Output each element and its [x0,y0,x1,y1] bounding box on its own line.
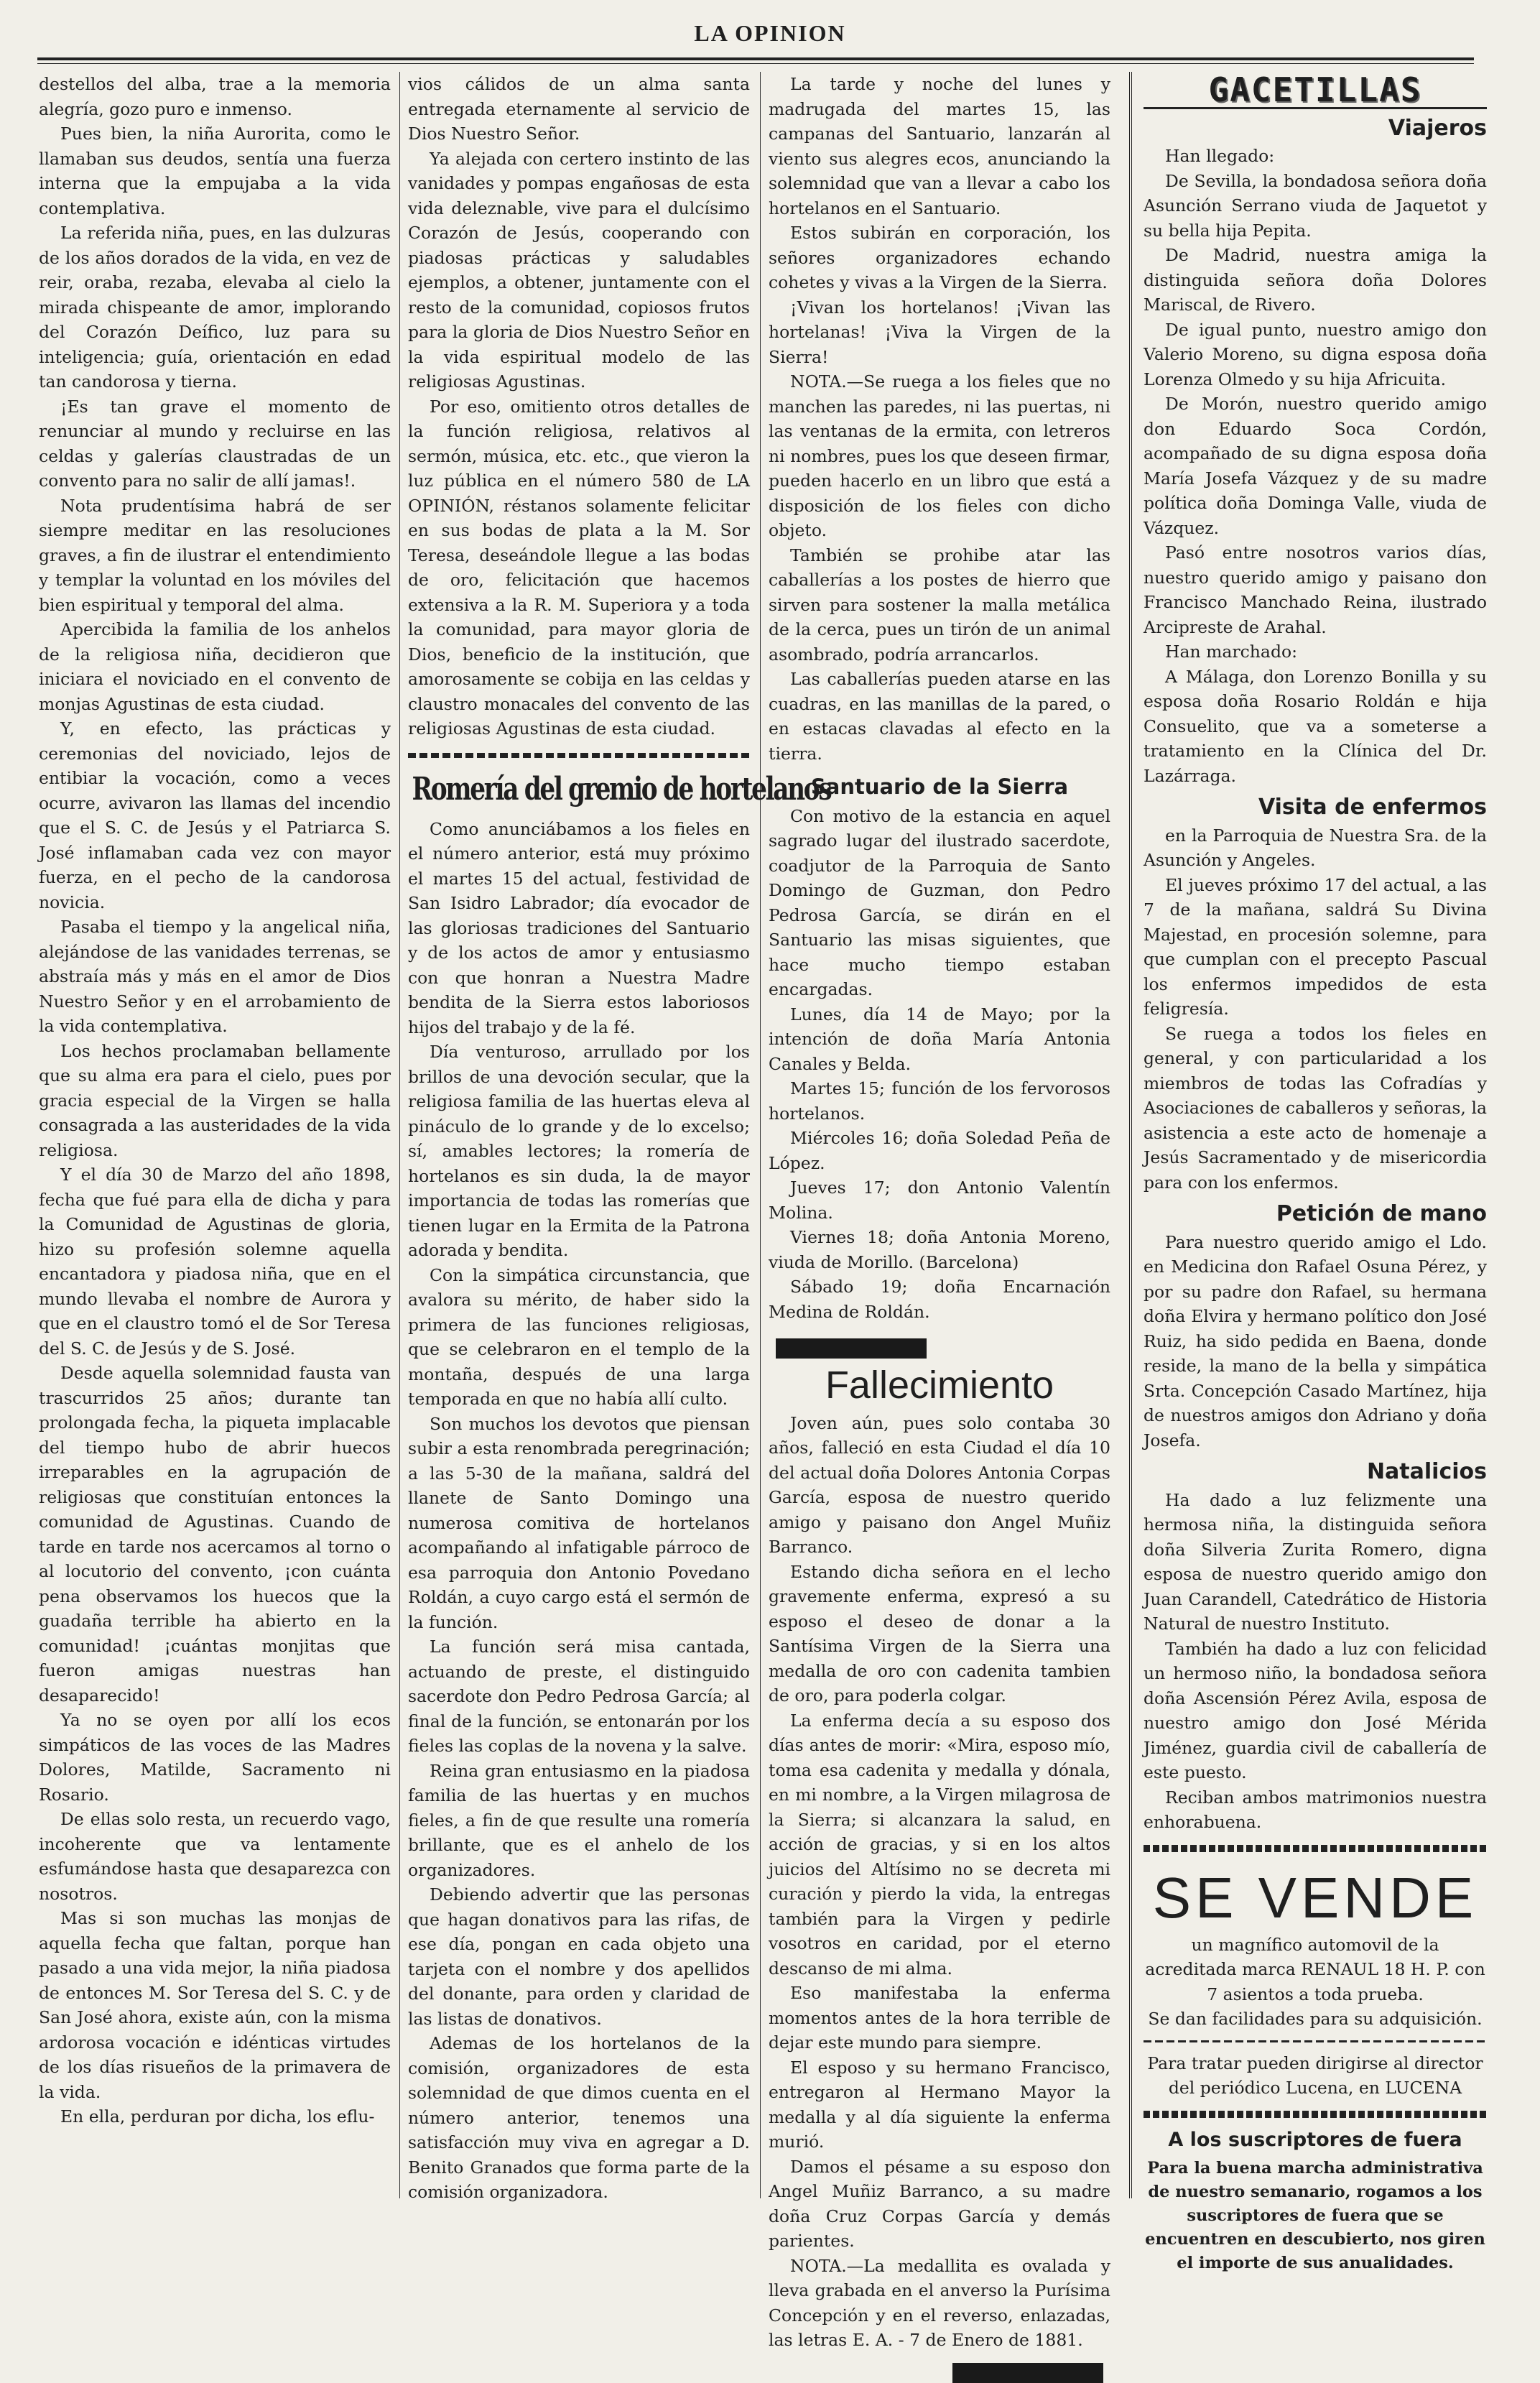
paragraph: NOTA.—La medallita es ovalada y lleva grabada en el anverso la Purísima Concepción y en el reverso, enlazadas, las letras E. A. - 7 de Enero de 1881. [769,2255,1110,2350]
paragraph: Y el día 30 de Marzo del año 1898, fecha que fué para ella de dicha y para la Comunidad de Agustinas de gloria, hizo su profesión solemne aquella encantadora y piadosa niña, que en el mundo llevaba el nombre de Aurora y que en el claustro tomó el de Sor Teresa del S. C. de Jesús y de S. José. [39,1165,391,1359]
column-4 [1144,70,1487,2272]
masthead-title: LA OPINION [694,20,846,46]
paragraph: Reciban ambos matrimonios nuestra enhorabuena. [1144,1787,1487,1832]
suscriptores-heading: A los suscriptores de fuera [1168,2128,1462,2151]
paragraph: Han marchado: [1165,642,1298,662]
paragraph: Se dan facilidades para su adquisición. [1148,2009,1483,2029]
paragraph: De igual punto, nuestro amigo don Valerio Moreno, su digna esposa doña Lorenza Olmedo y su hija Africuita. [1144,319,1487,389]
paragraph: Con la simpática circunstancia, que avalora su mérito, de haber sido la primera de las funciones religiosas, que se celebraron en el templo de la montaña, después de una larga temporada en que no había allí culto. [408,1264,750,1409]
paragraph: La referida niña, pues, en las dulzuras de los años dorados de la vida, en vez de reir, oraba, rezaba, elevaba al cielo la mirada chispeante de amor, implorando del Corazón Deífico, luz para su inteligencia; guía, orientación en edad tan candorosa y tierna. [39,223,391,392]
paragraph: Apercibida la familia de los anhelos de la religiosa niña, decidieron que iniciara el noviciado en el convento de monjas Agustinas de esta ciudad. [39,619,391,714]
section-divider [408,753,750,758]
paragraph: A Málaga, don Lorenzo Bonilla y su esposa doña Rosario Roldán e hija Consuelito, que va a someterse a tratamiento en la Clínica del Dr. Lazárraga. [1144,666,1487,786]
column-divider-2 [760,72,761,2198]
viajeros-heading: Viajeros [1388,115,1487,141]
header-rule-thin [37,63,1474,64]
suscriptores-text: Para la buena marcha administrativa de nuestro semanario, rogamos a los suscriptores de fuera que se encuentren en descubierto, nos giren el importe de sus anualidades. [1145,2159,1485,2272]
paragraph: En ella, perduran por dicha, los eflu- [60,2106,375,2127]
paragraph: Estando dicha señora en el lecho gravemente enferma, expresó a su esposo el deseo de donar a la Santísima Virgen de la Sierra una medalla de oro con cadenita tambien de oro, para poderla colgar. [769,1561,1110,1706]
paragraph: También ha dado a luz con felicidad un hermoso niño, la bondadosa señora doña Ascensión Pérez Avila, esposa de nuestro amigo don José Mérida Jiménez, guardia civil de caballería de este puesto. [1144,1638,1487,1782]
section-divider [1144,2111,1487,2118]
paragraph: Estos subirán en corporación, los señores organizadores echando cohetes y vivas a la Virgen de la Sierra. [769,223,1110,292]
paragraph: Se ruega a todos los fieles en general, y con particularidad a los miembros de todas las Cofradías y Asociaciones de caballeros y señoras, la asistencia a este acto de homenaje a Jesús Sacramentado y de misericordia para con los enfermos. [1144,1023,1487,1193]
paragraph: Joven aún, pues solo contaba 30 años, falleció en esta Ciudad el día 10 del actual doña Dolores Antonia Corpas García, esposa de nuestro querido amigo y paisano don Angel Muñiz Barranco. [769,1412,1110,1557]
column-divider-3 [1129,72,1132,2198]
paragraph: El esposo y su hermano Francisco, entregaron al Hermano Mayor la medalla y al día siguiente la enferma murió. [769,2057,1110,2152]
column-2 [408,72,831,2220]
paragraph: ¡Es tan grave el momento de renunciar al mundo y recluirse en las celdas y galerías claustradas de un convento para no salir de allí jamas!. [39,396,391,491]
paragraph: Desde aquella solemnidad fausta van trascurridos 25 años; durante tan prolongada fecha, la piqueta implacable del tiempo hubo de abrir huecos irreparables en la agrupación de religiosas que constituían entonces la comunidad de Agustinas. Cuando de tarde en tarde nos acercamos al torno o al locutorio del convento, ¡con cuánta pena observamos los huecos que la guadaña terrible ha abierto en la comunidad! ¡cuántas monjitas que fueron amigas nuestras han desaparecido! [39,1363,391,1706]
paragraph: un magnífico automovil de la acreditada marca RENAUL 18 H. P. con 7 asientos a toda prueba. [1145,1934,1485,2004]
column-3 [769,72,1110,2350]
paragraph: El jueves próximo 17 del actual, a las 7 de la mañana, saldrá Su Divina Majestad, en procesión solemne, para que cumplan con el precepto Pascual los enfermos impedidos de esta feligresía. [1144,874,1487,1019]
paragraph: vios cálidos de un alma santa entregada eternamente al servicio de Dios Nuestro Señor. [408,74,750,144]
paragraph: La función será misa cantada, actuando de preste, el distinguido sacerdote don Pedro Pedrosa García; al final de la función, se entonarán por los fieles las coplas de la novena y la salve. [408,1637,750,1756]
column-divider-1 [399,72,400,2198]
paragraph: La enferma decía a su esposo dos días antes de morir: «Mira, esposo mío, toma esa cadenita y medalla y dónala, en mi nombre, a la Virgen milagrosa de la Sierra; si alcanzara la salud, en acción de gracias, y si en los altos juicios del Altísimo no se decreta mi curación y pierdo la vida, la entregas también para la Virgen y pedirle vosotros en caridad, por el eterno descanso de mi alma. [769,1710,1110,1979]
paragraph: Han llegado: [1165,146,1275,166]
paragraph: Para nuestro querido amigo el Ldo. en Medicina don Rafael Osuna Pérez, y por su padre don Rafael, su hermana doña Elvira y hermano político don José Ruiz, ha sido pedida en Baena, donde reside, la mano de la bella y simpática Srta. Concepción Casado Martínez, hija de nuestros amigos don Adriano y doña Josefa. [1144,1231,1487,1450]
paragraph: Y, en efecto, las prácticas y ceremonias del noviciado, lejos de entibiar la vocación, como a veces ocurre, avivaron las llamas del incendio que el S. C. de Jesús y el Patriarca S. José inflamaban cada vez con mayor fuerza, en el pecho de la candorosa novicia. [39,718,391,912]
paragraph: Jueves 17; don Antonio Valentín Molina. [769,1177,1110,1223]
se-vende-headline: SE VENDE [1152,1865,1478,1930]
paragraph: Por eso, omitiento otros detalles de la función religiosa, relativos al sermón, música, etc. etc., que vieron la luz pública en el número 580 de LA OPINIÓN, réstanos solamente felicitar en sus bodas de plata a la M. Sor Teresa, deseándole llegue a las bodas de oro, felicitación que hacemos extensiva a la R. M. Superiora y a toda la comunidad, para mayor gloria de Dios, beneficio de la institución, que amorosamente se cobija en las celdas y claustro monacales del convento de las religiosas Agustinas de esta ciudad. [408,396,750,739]
paragraph: destellos del alba, trae a la memoria alegría, gozo puro e inmenso. [39,74,391,119]
paragraph: Pues bien, la niña Aurorita, como le llamaban sus deudos, sentía una fuerza interna que la empujaba a la vida contemplativa. [39,124,391,218]
paragraph: Damos el pésame a su esposo don Angel Muñiz Barranco, a su madre doña Cruz Corpas García y demás parientes. [769,2156,1110,2251]
paragraph: Mas si son muchas las monjas de aquella fecha que faltan, porque han pasado a una vida mejor, la niña piadosa de entonces M. Sor Teresa del S. C. y de San José ahora, existe aún, con la misma ardorosa vocación e idénticas virtudes de los días risueños de la primavera de la vida. [39,1908,391,2102]
paragraph: Debiendo advertir que las personas que hagan donativos para las rifas, de ese día, pongan en cada objeto una tarjeta con el nombre y dos apellidos del donante, para orden y claridad de las listas de donativos. [408,1884,750,2029]
paragraph: Ademas de los hortelanos de la comisión, organizadores de esta solemnidad de que dimos cuenta en el número anterior, tenemos una satisfacción muy viva en agregar a D. Benito Granados que forma parte de la comisión organizadora. [408,2033,750,2202]
paragraph: La tarde y noche del lunes y madrugada del martes 15, las campanas del Santuario, lanzarán al viento sus alegres ecos, anunciando la solemnidad que van a llevar a cabo los hortelanos en el Santuario. [769,74,1110,218]
paragraph: Viernes 18; doña Antonia Moreno, viuda de Morillo. (Barcelona) [769,1227,1110,1272]
paragraph: Día venturoso, arrullado por los brillos de una devoción secular, que la religiosa familia de las huertas eleva al pináculo de lo grande y de lo excelso; sí, amables lectores; la romería de hortelanos es sin duda, la de mayor importancia de todas las romerías que tienen lugar en la Ermita de la Patrona adorada y bendita. [408,1042,750,1260]
paragraph: Como anunciábamos a los fieles en el número anterior, está muy próximo el martes 15 del actual, festividad de San Isidro Labrador; día evocador de las gloriosas tradiciones del Santuario y de los actos de amor y entusiasmo con que honran a Nuestra Madre bendita de la Sierra estos laboriosos hijos del trabajo y de la fé. [408,818,750,1037]
visita-heading: Visita de enfermos [1258,795,1487,820]
paragraph: Nota prudentísima habrá de ser siempre meditar en las resoluciones graves, a fin de ilustrar el entendimiento y templar la voluntad en los móviles del bien espiritual y temporal del alma. [39,495,391,615]
paragraph: Ya alejada con certero instinto de las vanidades y pompas engañosas de esta vida deleznable, vive para el dulcísimo Corazón de Jesús, cooperando con piadosas prácticas y saludables ejemplos, a obtener, juntamente con el resto de la comunidad, copiosos frutos para la gloria de Dios Nuestro Señor en la vida espiritual modelo de las religiosas Agustinas. [408,148,750,392]
column-1 [39,72,391,2220]
romeria-headline: Romería del gremio de hortelanos [412,770,831,808]
paragraph: Martes 15; función de los fervorosos hortelanos. [769,1078,1110,1124]
paragraph: Con motivo de la estancia en aquel sagrado lugar del ilustrado sacerdote, coadjutor de la Parroquia de Santo Domingo de Guzman, don Pedro Pedrosa García, se dirán en el Santuario las misas siguientes, que hace mucho tiempo estaban encargadas. [769,805,1110,999]
paragraph: Pasaba el tiempo y la angelical niña, alejándose de las vanidades terrenas, se abstraía más y más en el amor de Dios Nuestro Señor y en el arrobamiento de la vida contemplativa. [39,917,391,1036]
paragraph: Sábado 19; doña Encarnación Medina de Roldán. [769,1277,1110,1322]
header-rule [37,57,1474,60]
fallecimiento-heading: Fallecimiento [825,1364,1054,1407]
paragraph: Lunes, día 14 de Mayo; por la intención de doña María Antonia Canales y Belda. [769,1004,1110,1074]
paragraph: Son muchos los devotos que piensan subir a esta renombrada peregrinación; a las 5-30 de la mañana, saldrá del llanete de Santo Domingo una numerosa comitiva de hortelanos acompañando al infatigable párroco de esa parroquia don Antonio Povedano Roldán, a cuyo cargo está el sermón de la función. [408,1413,750,1632]
peticion-heading: Petición de mano [1276,1201,1487,1226]
natalicios-heading: Natalicios [1366,1459,1487,1484]
paragraph: De Madrid, nuestra amiga la distinguida señora doña Dolores Mariscal, de Rivero. [1144,245,1487,315]
black-bar [952,2363,1103,2383]
paragraph: ¡Vivan los hortelanos! ¡Vivan las hortelanas! ¡Viva la Virgen de la Sierra! [769,297,1110,367]
paragraph: Ya no se oyen por allí los ecos simpáticos de las voces de las Madres Dolores, Matilde, Sacramento ni Rosario. [39,1710,391,1805]
paragraph: en la Parroquia de Nuestra Sra. de la Asunción y Angeles. [1144,825,1487,870]
santuario-heading: Santuario de la Sierra [810,774,1069,799]
section-divider [1144,2040,1487,2042]
paragraph: Las caballerías pueden atarse en las cuadras, en las manillas de la pared, o en estacas clavadas al efecto en la tierra. [769,669,1110,764]
paragraph: Ha dado a luz felizmente una hermosa niña, la distinguida señora doña Silveria Zurita Romero, digna esposa de nuestro querido amigo don Juan Carandell, Catedrático de Historia Natural de nuestro Instituto. [1144,1489,1487,1634]
paragraph: NOTA.—Se ruega a los fieles que no manchen las paredes, ni las puertas, ni las ventanas de la ermita, con letreros ni nombres, pues los que deseen firmar, pueden hacerlo en un libro que está a disposición de los fieles con dicho objeto. [769,371,1110,540]
paragraph: Reina gran entusiasmo en la piadosa familia de las huertas y en muchos fieles, a fin de que resulte una romería brillante, que es el anhelo de los organizadores. [408,1760,750,1880]
gacetillas-title: GACETILLAS [1208,70,1422,109]
paragraph: Los hechos proclamaban bellamente que su alma era para el cielo, pues por gracia especial de la Virgen se halla consagrada a las austeridades de la vida religiosa. [39,1040,391,1160]
paragraph: También se prohibe atar las caballerías a los postes de hierro que sirven para sostener la malla metálica de la cerca, pues un tirón de un animal asombrado, podría arrancarlos. [769,545,1110,665]
section-divider [1144,1845,1487,1852]
paragraph: Eso manifestaba la enferma momentos antes de la hora terrible de dejar este mundo para siempre. [769,1983,1110,2053]
paragraph: De Morón, nuestro querido amigo don Eduardo Soca Cordón, acompañado de su digna esposa doña María Josefa Vázquez y de su madre política doña Dominga Valle, viuda de Vázquez. [1144,394,1487,538]
paragraph: Para tratar pueden dirigirse al director del periódico Lucena, en LUCENA [1147,2053,1483,2098]
paragraph: De ellas solo resta, un recuerdo vago, incoherente que va lentamente esfumándose hasta que desaparezca con nosotros. [39,1809,391,1904]
paragraph: Miércoles 16; doña Soledad Peña de López. [769,1128,1110,1173]
black-bar [776,1338,927,1359]
paragraph: De Sevilla, la bondadosa señora doña Asunción Serrano viuda de Jaquetot y su bella hija Pepita. [1144,170,1487,241]
paragraph: Pasó entre nosotros varios días, nuestro querido amigo y paisano don Francisco Manchado Reina, ilustrado Arcipreste de Arahal. [1144,542,1487,637]
